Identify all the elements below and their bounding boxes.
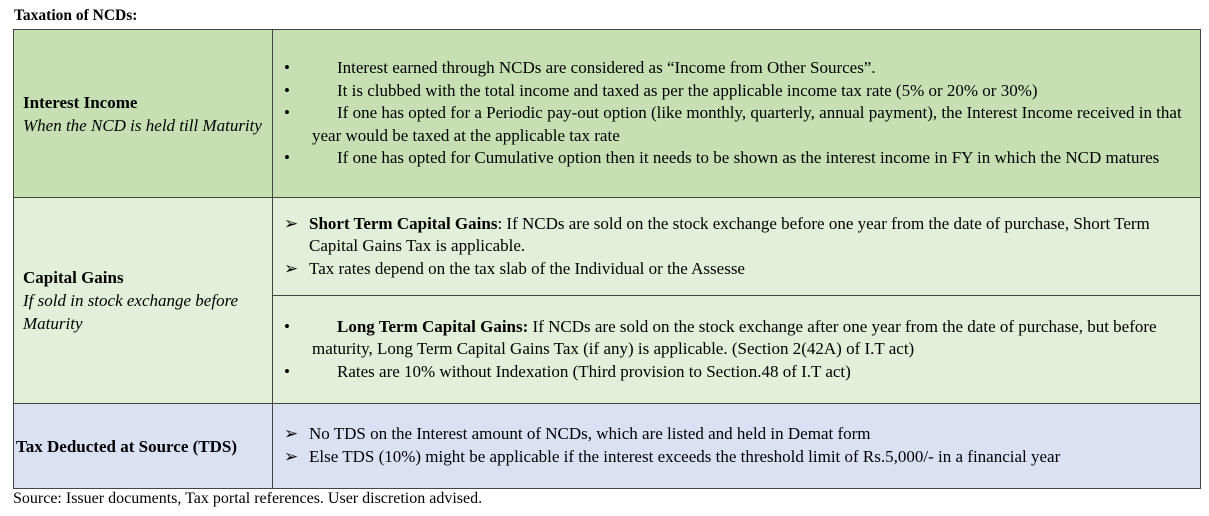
short-term-list xyxy=(273,213,1200,281)
list-item: • If one has opted for Cumulative option then it needs to be shown as the interest income in FY in which the NCD matures xyxy=(273,147,1200,170)
list-item: ➢ Short Term Capital Gains: If NCDs are sold on the stock exchange before one year from the date of purchase, Short Term Capital Gains Tax is applicable. xyxy=(284,213,1150,256)
interest-income-label-cell xyxy=(14,30,273,198)
interest-income-list xyxy=(273,57,1200,170)
list-item: • Rates are 10% without Indexation (Third provision to Section.48 of I.T act) xyxy=(273,361,1200,384)
long-term-details-cell xyxy=(273,296,1201,404)
capital-gains-heading: Capital Gains xyxy=(23,268,124,287)
table-row-capital-gains-short xyxy=(14,198,1201,296)
list-item: • Interest earned through NCDs are considered as “Income from Other Sources”. xyxy=(273,57,1200,80)
source-note: Source: Issuer documents, Tax portal references. User discretion advised. xyxy=(13,490,483,507)
short-term-title: Short Term Capital Gains xyxy=(309,213,498,233)
interest-income-heading: Interest Income xyxy=(23,92,138,112)
arrow-bullet-icon: ➢ xyxy=(284,424,299,444)
list-item: • If one has opted for a Periodic pay-out option (like monthly, quarterly, annual payment), the Interest Income received in that year would be taxed at the applicable tax rate xyxy=(284,103,1182,145)
bullet-icon: • xyxy=(284,80,290,100)
tds-heading: Tax Deducted at Source (TDS) xyxy=(16,436,238,456)
tds-list xyxy=(273,423,1200,468)
interest-income-subheading: When the NCD is held till Maturity xyxy=(23,115,262,135)
arrow-bullet-icon: ➢ xyxy=(284,258,299,278)
bullet-icon: • xyxy=(284,58,290,78)
bullet-icon: • xyxy=(284,361,290,381)
bullet-icon: • xyxy=(284,316,290,336)
list-item: • It is clubbed with the total income and taxed as per the applicable income tax rate (5% or 20% or 30%) xyxy=(273,80,1200,103)
table-row-interest-income xyxy=(14,30,1201,198)
bullet-icon: • xyxy=(284,103,290,123)
long-term-title: Long Term Capital Gains: xyxy=(337,316,529,336)
section-title: Taxation of NCDs: xyxy=(14,7,138,24)
taxation-table xyxy=(13,29,1201,489)
tds-details-cell xyxy=(273,404,1201,489)
list-item: • Long Term Capital Gains: If NCDs are sold on the stock exchange after one year from the date of purchase, but before maturity, Long Term Capital Gains Tax (if any) is applicable. (Section 2(42A) of I.T act) xyxy=(284,316,1157,359)
list-item: ➢ No TDS on the Interest amount of NCDs, which are listed and held in Demat form xyxy=(273,423,1200,446)
tds-label-cell xyxy=(14,404,273,489)
list-item: ➢ Tax rates depend on the tax slab of the Individual or the Assesse xyxy=(273,258,1200,281)
arrow-bullet-icon: ➢ xyxy=(284,213,299,233)
capital-gains-subheading: If sold in stock exchange before Maturity xyxy=(23,291,239,333)
bullet-icon: • xyxy=(284,148,290,168)
short-term-details-cell xyxy=(273,198,1201,296)
interest-income-details-cell xyxy=(273,30,1201,198)
table-row-tds xyxy=(14,404,1201,489)
long-term-list xyxy=(273,316,1200,384)
arrow-bullet-icon: ➢ xyxy=(284,447,299,466)
list-item: ➢ Else TDS (10%) might be applicable if the interest exceeds the threshold limit of Rs.5,000/- in a financial year xyxy=(273,446,1200,469)
capital-gains-label-cell xyxy=(14,198,273,404)
